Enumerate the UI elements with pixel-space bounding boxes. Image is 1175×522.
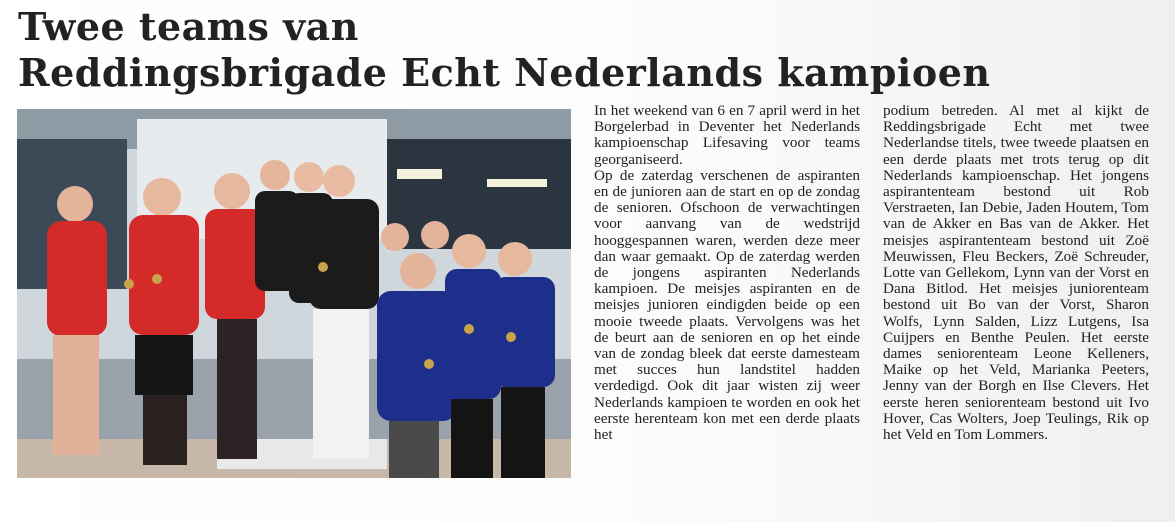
article-paragraph-2: Op de zaterdag verschenen de aspiranten en de junioren aan de start en op de zondag de senioren. Ofschoon de verwachtingen voor aanvang van de wedstrijd hooggespannen waren, werden deze meer dan waar gemaakt. Op de zaterdag werden de jongens aspiranten Nederlands kampioen. De meisjes aspiranten en de meisjes junioren eindigden beide op een mooie tweede plaats. Vervolgens was het de beurt aan de senioren en op het einde van de zondag bleek dat eerste damesteam met succes hun landstitel hadden verdedigd. Ook dit jaar wisten zij weer Nederlands kampioen te worden en ook het eerste herenteam kon met een derde plaats het [594,166,860,444]
article-column-2 [883,103,1149,443]
headline-line-1: Twee teams van [18,4,359,49]
team-photo [17,109,571,478]
team-photo-illustration [17,109,571,478]
article-paragraph-1: In het weekend van 6 en 7 april werd in het Borgelerbad in Deventer het Nederlands kampioenschap Lifesaving voor teams georganiseerd. [594,102,860,168]
article-column-1 [594,103,860,443]
article-headline [18,4,1168,96]
article-paragraph-3: podium betreden. Al met al kijkt de Reddingsbrigade Echt met twee Nederlandse titels, twee tweede plaatsen en een derde plaats met trots terug op dit Nederlands kampioenschap. Het jongens aspirantenteam bestond uit Rob Verstraeten, Ian Debie, Jaden Houtem, Tom van de Akker en Bas van de Akker. Het meisjes aspirantenteam bestond uit Zoë Meuwissen, Fleu Beckers, Zoë Schreuder, Lotte van Gellekom, Lynn van der Vorst en Dana Bitlod. Het meisjes juniorenteam bestond uit Bo van der Vorst, Sharon Wolfs, Lynn Salden, Lizz Lutgens, Isa Cuijpers en Benthe Peulen. Het eerste dames seniorenteam Leone Kelleners, Maike op het Veld, Marianka Peeters, Jenny van der Borgh en Ilse Clevers. Het eerste heren seniorenteam bestond uit Ivo Hover, Cas Wolters, Joep Teulings, Rik op het Veld en Tom Lommers. [883,102,1149,444]
headline-line-2: Reddingsbrigade Echt Nederlands kampioen [18,50,991,95]
